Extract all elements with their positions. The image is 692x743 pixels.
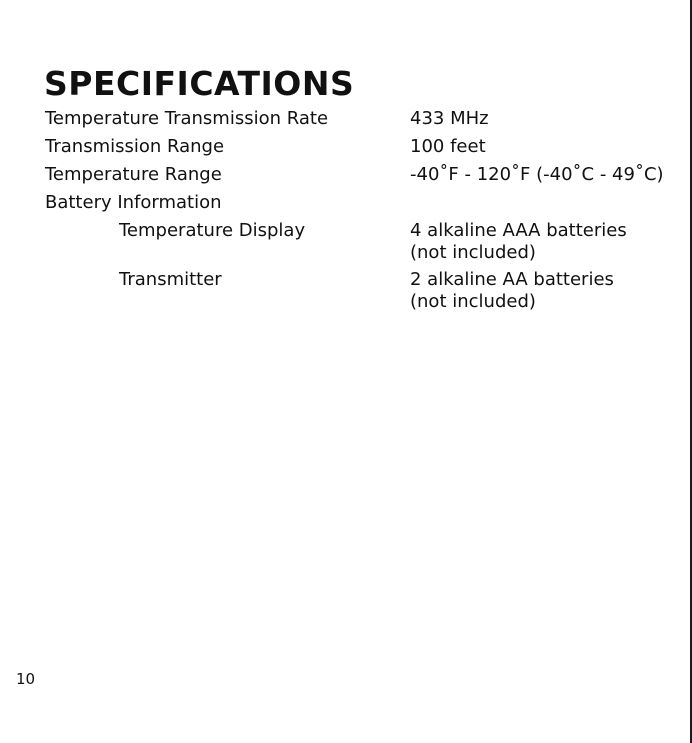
- spec-label-transmission-range: Transmission Range: [45, 136, 225, 157]
- battery-value-temperature-display-line2: (not included): [410, 242, 536, 263]
- battery-value-transmitter-line1: 2 alkaline AA batteries: [410, 269, 614, 290]
- battery-label-temperature-display: Temperature Display: [119, 220, 306, 241]
- spec-label-battery-information: Battery Information: [45, 192, 222, 213]
- spec-label-transmission-rate: Temperature Transmission Rate: [45, 108, 329, 129]
- page-title: SPECIFICATIONS: [44, 64, 355, 103]
- battery-value-temperature-display-line1: 4 alkaline AAA batteries: [410, 220, 627, 241]
- page-number: 10: [16, 670, 36, 688]
- battery-value-transmitter-line2: (not included): [410, 291, 536, 312]
- spec-value-transmission-rate: 433 MHz: [410, 108, 489, 129]
- spec-label-temperature-range: Temperature Range: [45, 164, 222, 185]
- spec-value-transmission-range: 100 feet: [410, 136, 486, 157]
- battery-label-transmitter: Transmitter: [119, 269, 222, 290]
- spec-value-temperature-range: -40˚F - 120˚F (-40˚C - 49˚C): [410, 164, 664, 185]
